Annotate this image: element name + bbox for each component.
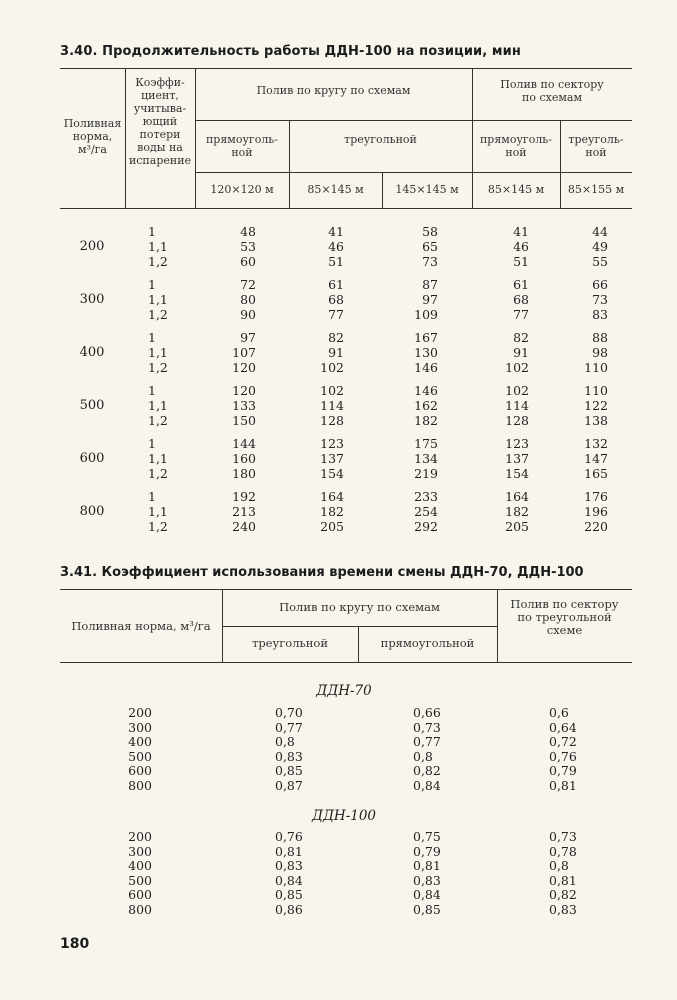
table1-cell: 110 xyxy=(584,383,608,398)
table1-cell: 61 xyxy=(513,277,529,292)
table1-cell: 82 xyxy=(328,330,344,345)
table1-cell: 137 xyxy=(505,451,529,466)
table1-cell: 146 xyxy=(414,383,438,398)
table1-cell: 102 xyxy=(505,383,529,398)
table1-cell: 1 xyxy=(148,277,156,292)
table1-cell: 205 xyxy=(505,519,529,534)
table2-cell: 0,83 xyxy=(413,872,441,888)
table1-header-circle: Полив по кругу по схемам xyxy=(256,84,411,97)
table1-cell: 233 xyxy=(414,489,438,504)
table1-cell: 1,2 xyxy=(148,307,168,322)
table1-size-2: 85×145 м xyxy=(307,183,364,196)
table1-cell: 109 xyxy=(414,307,438,322)
table1-header-rule-1 xyxy=(195,120,632,121)
table2-cell: 0,81 xyxy=(275,843,303,859)
table2-cell: 0,72 xyxy=(549,734,577,749)
table2-cell: 0,82 xyxy=(413,763,441,778)
table2-cell: 0,79 xyxy=(549,763,577,778)
table1-cell: 1 xyxy=(148,383,156,398)
table2-header-norm: Поливная норма, м³/га xyxy=(71,619,211,633)
table2-cell: 200 xyxy=(128,705,152,720)
table1-cell: 107 xyxy=(232,345,256,360)
table1-cell: 98 xyxy=(592,345,608,360)
table1-size-1: 120×120 м xyxy=(210,183,274,196)
table2-cell: 0,84 xyxy=(275,872,303,888)
table1-cell: 68 xyxy=(513,292,529,307)
table1-cell: 254 xyxy=(414,504,438,519)
table1-cell: 182 xyxy=(505,504,529,519)
table1-norm-value: 200 xyxy=(79,239,105,254)
table1-cell: 1,2 xyxy=(148,519,168,534)
table2-cell: 0,73 xyxy=(413,719,441,735)
table1-cell: 176 xyxy=(584,489,608,504)
table1-cell: 97 xyxy=(240,330,256,345)
header-line: ной xyxy=(585,146,607,159)
table1-header-bottom-rule xyxy=(60,208,632,209)
table1-cell: 1,1 xyxy=(148,292,168,307)
table2-title: 3.41. Коэффициент использования времени смены ДДН-70, ДДН-100 xyxy=(60,565,584,580)
table2-ddn100-rect-column xyxy=(413,829,441,916)
header-line: прямоуголь- xyxy=(205,133,279,146)
table2-cell: 0,84 xyxy=(413,887,441,902)
header-line: Коэффи- xyxy=(135,76,185,89)
table1-cell: 196 xyxy=(584,504,608,519)
table2-cell: 0,83 xyxy=(275,748,303,764)
table1-cell: 182 xyxy=(320,504,344,519)
table1-norm-value: 400 xyxy=(79,345,105,360)
table2-section-ddn100: ДДН-100 xyxy=(311,808,377,824)
table1-cell: 51 xyxy=(328,254,344,269)
table1-header-triangular: треугольной xyxy=(344,133,417,146)
table1-cell: 134 xyxy=(414,451,438,466)
table1-cell: 175 xyxy=(414,436,438,451)
table1-cell: 123 xyxy=(505,436,529,451)
table2-cell: 0,77 xyxy=(275,719,303,735)
table1-cell: 1,1 xyxy=(148,398,168,413)
table2-cell: 0,86 xyxy=(275,901,303,917)
table2-cell: 0,64 xyxy=(549,719,577,735)
table1-title: 3.40. Продолжительность работы ДДН-100 на позиции, мин xyxy=(60,44,521,59)
table1-cell: 87 xyxy=(422,277,438,292)
header-line: ющий xyxy=(142,115,178,128)
table2-header-rule xyxy=(222,626,497,627)
table1-cell: 58 xyxy=(422,224,438,239)
table2-cell: 0,8 xyxy=(413,748,433,764)
header-line: треуголь- xyxy=(568,133,624,146)
table1-cell: 120 xyxy=(232,383,256,398)
table2-cell: 0,76 xyxy=(549,748,577,764)
header-line: Полив по сектору xyxy=(510,597,619,611)
table1-cell: 91 xyxy=(513,345,529,360)
table1-cell: 1,2 xyxy=(148,413,168,428)
table1-cell: 1,1 xyxy=(148,451,168,466)
table1-cell: 1,1 xyxy=(148,239,168,254)
table2-cell: 0,87 xyxy=(275,777,303,793)
table1-cell: 44 xyxy=(592,224,608,239)
table1-cell: 137 xyxy=(320,451,344,466)
table2-cell: 0,78 xyxy=(549,843,577,859)
table1-header-coefficient xyxy=(125,76,195,167)
table1-cell: 83 xyxy=(592,307,608,322)
table1-size-4: 85×145 м xyxy=(487,183,545,196)
table1-header-sector xyxy=(472,78,632,104)
table1-cell: 77 xyxy=(513,307,529,322)
table1-cell: 73 xyxy=(422,254,438,269)
table2-top-rule xyxy=(60,589,632,590)
table1-cell: 213 xyxy=(232,504,256,519)
table1-cell: 180 xyxy=(232,466,256,481)
table2-header-triangular: треугольной xyxy=(251,636,329,650)
table1-cell: 51 xyxy=(513,254,529,269)
table1-cell: 1 xyxy=(148,489,156,504)
table1-cell: 144 xyxy=(232,436,256,451)
header-line: прямоуголь- xyxy=(479,133,553,146)
table1-cell: 147 xyxy=(584,451,608,466)
table2-header-sector xyxy=(497,598,632,637)
table1-cell: 73 xyxy=(592,292,608,307)
header-line: м³/га xyxy=(78,143,107,156)
header-line: испарение xyxy=(128,154,192,167)
table2-cell: 500 xyxy=(128,872,152,888)
table1-size-5: 85×155 м xyxy=(567,183,625,196)
table1-cell: 68 xyxy=(328,292,344,307)
table2-cell: 500 xyxy=(128,748,152,764)
header-line: циент, xyxy=(141,89,179,102)
table2-cell: 0,79 xyxy=(413,843,441,859)
table1-cell: 114 xyxy=(505,398,529,413)
table1-header-sector-triangular xyxy=(560,133,632,159)
table2-cell: 0,73 xyxy=(549,829,577,844)
table1-cell: 1,2 xyxy=(148,466,168,481)
table2-ddn100-tri-column xyxy=(275,829,303,916)
table2-cell: 0,84 xyxy=(413,777,441,793)
header-line: по схемам xyxy=(522,91,582,104)
table1-cell: 167 xyxy=(414,330,438,345)
table2-ddn100-norm-column xyxy=(118,829,152,916)
header-line: Полив по сектору xyxy=(500,78,604,91)
table1-cell: 160 xyxy=(232,451,256,466)
table2-cell: 300 xyxy=(128,843,152,859)
table1-cell: 72 xyxy=(240,277,256,292)
table1-cell: 205 xyxy=(320,519,344,534)
table1-cell: 53 xyxy=(240,239,256,254)
table1-cell: 82 xyxy=(513,330,529,345)
table1-cell: 192 xyxy=(232,489,256,504)
table1-cell: 114 xyxy=(320,398,344,413)
table1-cell: 240 xyxy=(232,519,256,534)
table2-cell: 0,85 xyxy=(275,763,303,778)
table1-cell: 66 xyxy=(592,277,608,292)
table1-cell: 165 xyxy=(584,466,608,481)
table1-cell: 88 xyxy=(592,330,608,345)
table2-ddn100-sector-column xyxy=(549,829,577,916)
table1-cell: 138 xyxy=(584,413,608,428)
table2-header-circle: Полив по кругу по схемам xyxy=(279,600,440,614)
table2-cell: 0,8 xyxy=(549,858,569,873)
table2-ddn70-rect-column xyxy=(413,705,441,792)
table2-cell: 0,77 xyxy=(413,734,441,749)
table1-cell: 65 xyxy=(422,239,438,254)
header-line: воды на xyxy=(137,141,183,154)
table1-cell: 128 xyxy=(320,413,344,428)
table2-cell: 400 xyxy=(128,858,152,873)
table1-cell: 49 xyxy=(592,239,608,254)
table1-cell: 80 xyxy=(240,292,256,307)
table1-cell: 182 xyxy=(414,413,438,428)
table1-cell: 1,1 xyxy=(148,345,168,360)
table2-ddn70-norm-column xyxy=(118,705,152,792)
table2-cell: 0,75 xyxy=(413,829,441,844)
table1-norm-value: 600 xyxy=(79,451,105,466)
table1-cell: 1 xyxy=(148,224,156,239)
table1-cell: 48 xyxy=(240,224,256,239)
table1-cell: 122 xyxy=(584,398,608,413)
table1-top-rule xyxy=(60,68,632,69)
table1-cell: 219 xyxy=(414,466,438,481)
table2-cell: 300 xyxy=(128,719,152,735)
table2-cell: 800 xyxy=(128,777,152,793)
header-line: ной xyxy=(231,146,253,159)
table2-cell: 400 xyxy=(128,734,152,749)
table2-cell: 0,82 xyxy=(549,887,577,902)
table1-cell: 164 xyxy=(320,489,344,504)
table2-header-rectangular: прямоугольной xyxy=(380,636,475,650)
table2-cell: 0,81 xyxy=(549,777,577,793)
table1-cell: 1,2 xyxy=(148,360,168,375)
table2-cell: 200 xyxy=(128,829,152,844)
table2-ddn70-tri-column xyxy=(275,705,303,792)
table1-cell: 102 xyxy=(505,360,529,375)
table1-cell: 77 xyxy=(328,307,344,322)
table1-cell: 110 xyxy=(584,360,608,375)
table1-norm-value: 300 xyxy=(79,292,105,307)
table1-cell: 97 xyxy=(422,292,438,307)
table1-header-norm xyxy=(60,117,125,156)
table2-cell: 600 xyxy=(128,763,152,778)
table1-cell: 162 xyxy=(414,398,438,413)
table1-cell: 1 xyxy=(148,436,156,451)
table2-cell: 800 xyxy=(128,901,152,917)
header-line: потери xyxy=(139,128,181,141)
table1-norm-value: 800 xyxy=(79,504,105,519)
table2-cell: 0,83 xyxy=(549,901,577,917)
table1-cell: 146 xyxy=(414,360,438,375)
table1-cell: 60 xyxy=(240,254,256,269)
table2-ddn70-sector-column xyxy=(549,705,577,792)
page-number: 180 xyxy=(60,936,90,952)
table1-cell: 1,2 xyxy=(148,254,168,269)
table1-cell: 133 xyxy=(232,398,256,413)
table1-cell: 55 xyxy=(592,254,608,269)
table1-header-rule-2 xyxy=(195,172,632,173)
table1-size-3: 145×145 м xyxy=(395,183,459,196)
table1-cell: 123 xyxy=(320,436,344,451)
table2-cell: 0,83 xyxy=(275,858,303,873)
table2-cell: 0,70 xyxy=(275,705,303,720)
header-line: схеме xyxy=(546,623,583,637)
table1-header-sector-rectangular xyxy=(472,133,560,159)
table2-cell: 0,8 xyxy=(275,734,295,749)
table2-cell: 0,85 xyxy=(275,887,303,902)
table1-norm-value: 500 xyxy=(79,398,105,413)
table2-cell: 0,85 xyxy=(413,901,441,917)
table1-cell: 150 xyxy=(232,413,256,428)
table1-cell: 132 xyxy=(584,436,608,451)
table1-cell: 1 xyxy=(148,330,156,345)
table1-header-rectangular xyxy=(195,133,289,159)
table1-cell: 102 xyxy=(320,383,344,398)
table2-section-ddn70: ДДН-70 xyxy=(316,683,372,699)
table1-cell: 46 xyxy=(513,239,529,254)
table1-cell: 220 xyxy=(584,519,608,534)
header-line: норма, xyxy=(72,130,113,143)
header-line: Поливная xyxy=(63,117,122,130)
table2-cell: 0,81 xyxy=(549,872,577,888)
table1-cell: 41 xyxy=(328,224,344,239)
table1-cell: 154 xyxy=(505,466,529,481)
table1-cell: 91 xyxy=(328,345,344,360)
table1-cell: 154 xyxy=(320,466,344,481)
table1-cell: 102 xyxy=(320,360,344,375)
table1-cell: 292 xyxy=(414,519,438,534)
table1-cell: 46 xyxy=(328,239,344,254)
table1-cell: 164 xyxy=(505,489,529,504)
table2-cell: 0,81 xyxy=(413,858,441,873)
header-line: учитыва- xyxy=(133,102,187,115)
table1-cell: 90 xyxy=(240,307,256,322)
table1-cell: 130 xyxy=(414,345,438,360)
table2-cell: 0,76 xyxy=(275,829,303,844)
table1-cell: 128 xyxy=(505,413,529,428)
table2-cell: 600 xyxy=(128,887,152,902)
table1-cell: 120 xyxy=(232,360,256,375)
header-line: ной xyxy=(505,146,527,159)
table1-cell: 61 xyxy=(328,277,344,292)
table2-cell: 0,66 xyxy=(413,705,441,720)
header-line: по треугольной xyxy=(517,610,612,624)
table2-cell: 0,6 xyxy=(549,705,569,720)
table1-cell: 1,1 xyxy=(148,504,168,519)
table2-header-bottom-rule xyxy=(60,662,632,663)
table1-cell: 41 xyxy=(513,224,529,239)
